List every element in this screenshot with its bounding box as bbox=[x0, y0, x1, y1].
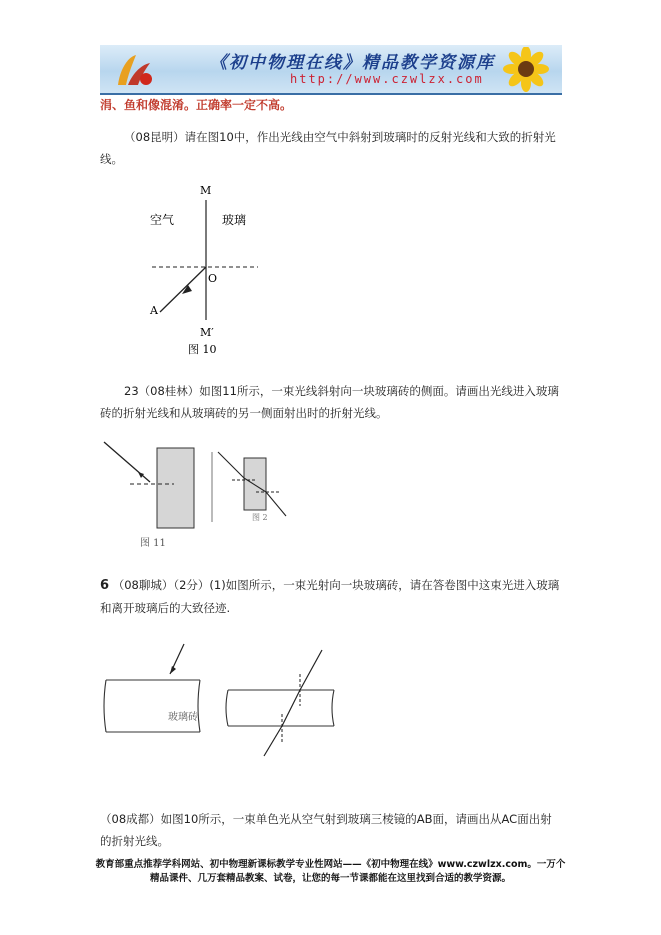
q2-figure bbox=[100, 436, 295, 554]
q1-label-A: A bbox=[150, 304, 158, 317]
site-banner bbox=[100, 45, 562, 95]
q2-sub-caption: 图 2 bbox=[252, 513, 268, 522]
q1-label-air: 空气 bbox=[150, 213, 175, 227]
q3-number: 6 bbox=[100, 578, 110, 593]
q2-glass-block-large bbox=[157, 448, 194, 528]
q1-label-M-prime: M′ bbox=[200, 326, 214, 339]
q1-figure bbox=[140, 180, 270, 360]
highlight-line: 涓、鱼和像混淆。正确率一定不高。 bbox=[100, 98, 293, 112]
q1-caption: 图 10 bbox=[188, 343, 217, 356]
q2-small-incident-ray bbox=[218, 452, 244, 478]
footer-line-1: 教育部重点推荐学科网站、初中物理新课标教学专业性网站——《初中物理在线》www.czwlzx.com。一万个 bbox=[95, 859, 566, 870]
q1-label-O: O bbox=[208, 272, 218, 285]
q1-text: （08昆明）请在图10中，作出光线由空气中斜射到玻璃时的反射光线和大致的折射光线。 bbox=[100, 130, 556, 166]
q2-glass-block-small bbox=[244, 458, 266, 510]
q3-answer-exit bbox=[264, 726, 282, 756]
banner-title: 《初中物理在线》精品教学资源库 bbox=[210, 53, 495, 73]
q3-glass-brick-left bbox=[104, 680, 200, 732]
q2-small-exit-ray bbox=[266, 492, 286, 516]
q3-figure bbox=[100, 640, 340, 760]
q3-answer-refracted bbox=[282, 690, 300, 726]
q2-caption: 图 11 bbox=[140, 538, 166, 549]
q3-label-glass-brick: 玻璃砖 bbox=[168, 712, 198, 723]
q2-text: 23（08桂林）如图11所示，一束光线斜射向一块玻璃砖的侧面。请画出光线进入玻璃砖的折射光线和从玻璃砖的另一侧面射出时的折射光线。 bbox=[100, 384, 559, 420]
q3-arrow-head bbox=[170, 666, 176, 674]
q3-glass-brick-right bbox=[226, 690, 334, 726]
footer-line-2: 精品课件、几万套精品教案、试卷，让您的每一节课都能在这里找到合适的教学资源。 bbox=[149, 873, 511, 884]
q3-text-block bbox=[100, 574, 562, 619]
q3-text: （08聊城）（2分）(1)如图所示，一束光射向一块玻璃砖，请在答卷图中这束光进入玻璃和离开玻璃后的大致径迹. bbox=[100, 578, 560, 615]
q2-incident-ray bbox=[104, 442, 150, 482]
sunflower-icon bbox=[488, 47, 558, 93]
banner-url[interactable]: http://www.czwlzx.com bbox=[290, 72, 484, 86]
q2-arrow-head bbox=[138, 472, 144, 478]
q1-label-glass: 玻璃 bbox=[222, 213, 247, 227]
q1-label-M: M bbox=[200, 184, 212, 197]
q1-incident-ray bbox=[160, 267, 206, 312]
site-logo-icon bbox=[114, 51, 158, 89]
q3-answer-incident bbox=[300, 650, 322, 690]
q4-text: （08成都）如图10所示，一束单色光从空气射到玻璃三棱镜的AB面，请画出从AC面出射的折射光线。 bbox=[100, 812, 552, 848]
